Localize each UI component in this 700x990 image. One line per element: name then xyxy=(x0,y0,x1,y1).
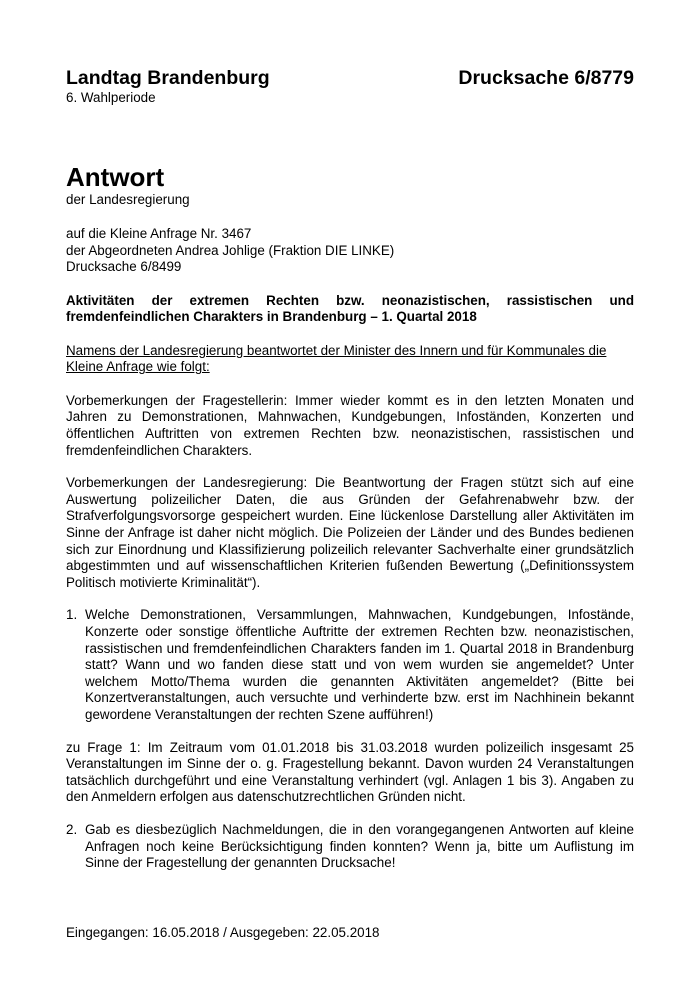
document-type-title: Antwort xyxy=(66,161,165,192)
answer-text: zu Frage 1: Im Zeitraum vom 01.01.2018 bis 31.03.2018 wurden polizeilich insgesamt 25 Veranstaltungen im Sinne der o. g. Fragestellung bekannt. Davon wurden 24 Veranstaltungen tatsächlich durchgeführt und eine Veranstaltung verhindert (vgl. Anlagen 1 bis 3). Angaben zu den Anmeldern erfolgen aus datenschutzrechtlichen Gründen nicht. xyxy=(66,739,634,805)
reference-line: der Abgeordneten Andrea Johlige (Fraktion DIE LINKE) xyxy=(66,242,395,258)
preliminary-remarks-government: Vorbemerkungen der Landesregierung: Die Beantwortung der Fragen stützt sich auf eine Auswertung polizeilicher Daten, die aus Gründen der Gefahrenabwehr bzw. der Strafverfolgungsvorsorge gespeichert wurden. Eine lückenlose Darstellung aller Aktivitäten im Sinne der Anfrage ist daher nicht möglich. Die Polizeien der Länder und des Bundes bedienen sich zur Einordnung und Klassifizierung polizeilich relevanter Sachverhalte einer grundsätzlich abgestimmten und auf wissenschaftlichen Kriterien fußenden Bewertung („Definitionssystem Politisch motivierte Kriminalität“). xyxy=(66,475,634,590)
document-header xyxy=(66,66,634,90)
question-item xyxy=(66,607,634,723)
question-text: Welche Demonstrationen, Versammlungen, Mahnwachen, Kundgebungen, Infostände, Konzerte oder sonstige öffentliche Auftritte der extremen Rechten bzw. neonazistischen, rassistischen und fremdenfeindlichen Charakters fanden im 1. Quartal 2018 in Brandenburg statt? Wann und wo fanden diese statt und von wem wurden sie angemeldet? Unter welchem Motto/Thema wurden die genannten Aktivitäten angemeldet? (Bitte bei Konzertveranstaltungen, auch versuchte und verhinderte bzw. erst im Nachhinein bekannt gewordene Veranstaltungen der rechten Szene aufführen!) xyxy=(85,607,634,722)
parliament-name: Landtag Brandenburg xyxy=(66,67,270,89)
legislative-period: 6. Wahlperiode xyxy=(66,90,156,105)
answer-intro: Namens der Landesregierung beantwortet der Minister des Innern und für Kommunales die Kleine Anfrage wie folgt: xyxy=(66,342,607,375)
print-number: Drucksache 6/8779 xyxy=(458,67,634,89)
reference-block xyxy=(66,226,634,276)
question-text: Gab es diesbezüglich Nachmeldungen, die in den vorangegangenen Antworten auf kleine Anfragen noch keine Berücksichtigung finden konnten? Wenn ja, bitte um Auflistung im Sinne der Fragestellung der genannten Drucksache! xyxy=(85,821,634,871)
reference-line: auf die Kleine Anfrage Nr. 3467 xyxy=(66,226,252,241)
subject-heading: Aktivitäten der extremen Rechten bzw. neonazistischen, rassistischen und fremdenfeindlichen Charakters in Brandenburg – 1. Quartal 2018 xyxy=(66,292,634,325)
question-number: 2. xyxy=(66,821,78,837)
question-number: 1. xyxy=(66,607,78,623)
footer-dates: Eingegangen: 16.05.2018 / Ausgegeben: 22.05.2018 xyxy=(66,925,380,940)
document-page xyxy=(66,66,634,872)
reference-line: Drucksache 6/8499 xyxy=(66,259,182,274)
preliminary-remarks-questioner: Vorbemerkungen der Fragestellerin: Immer wieder kommt es in den letzten Monaten und Jahren zu Demonstrationen, Mahnwachen, Kundgebungen, Infoständen, Konzerten und öffentlichen Auftritten von extremen Rechten bzw. neonazistischen, rassistischen und fremdenfeindlichen Charakters. xyxy=(66,392,634,458)
question-item xyxy=(66,822,634,872)
document-author: der Landesregierung xyxy=(66,191,190,207)
